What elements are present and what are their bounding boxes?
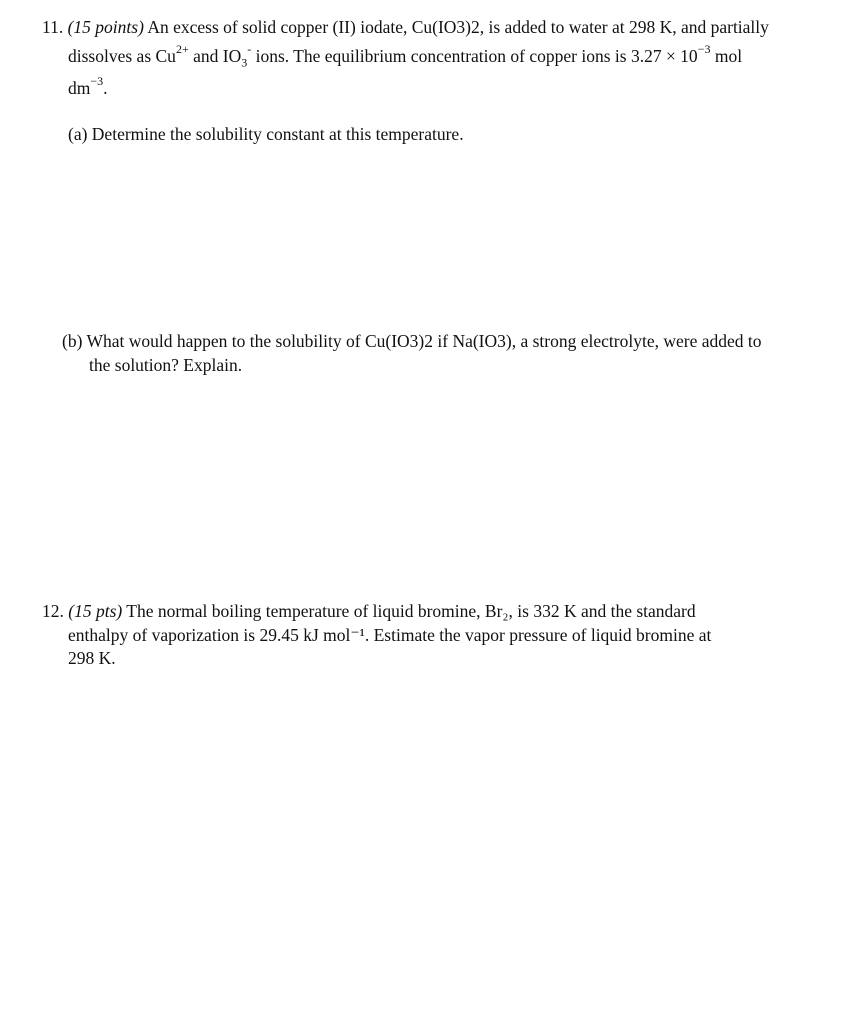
q11-points: (15 points) — [67, 17, 144, 37]
q11-sup-dm: −3 — [90, 74, 104, 89]
q11-sup-exponent: −3 — [697, 42, 711, 57]
q11-text-3a: dm — [68, 78, 91, 98]
q11-part-a — [68, 124, 464, 144]
q11-part-b-line-1 — [62, 331, 761, 351]
q12-line-3 — [68, 648, 116, 668]
q11-text-2b: and IO — [188, 46, 242, 66]
q11-line-1 — [42, 17, 769, 37]
q11-number: 11. — [42, 17, 64, 37]
q11-sup-charge-cu: 2+ — [175, 42, 189, 57]
q11-part-b-line-2 — [89, 355, 242, 375]
q12-number: 12. — [42, 601, 64, 621]
q11-text-2c: ions. The equilibrium concentration of copper ions is 3.27 × 10 — [251, 46, 698, 66]
q11-line-3 — [68, 74, 108, 98]
q11-text-2d: mol — [710, 46, 743, 66]
q11-part-b-text-2: the solution? Explain. — [89, 355, 243, 375]
q12-points: (15 pts) — [68, 601, 123, 621]
q11-text-3b: . — [103, 78, 108, 98]
q12-text-2: enthalpy of vaporization is 29.45 kJ mol⁻¹. Estimate the vapor pressure of liquid bromine at — [68, 625, 712, 645]
q11-line-2 — [68, 42, 743, 70]
q11-part-b-text-1: (b) What would happen to the solubility of Cu(IO3)2 if Na(IO3), a strong electrolyte, were added to — [62, 331, 762, 351]
q12-text-1: The normal boiling temperature of liquid bromine, Br₂, is 332 K and the standard — [126, 601, 696, 621]
q11-text-2a: dissolves as Cu — [68, 46, 176, 66]
q11-part-a-text: (a) Determine the solubility constant at this temperature. — [68, 124, 464, 144]
q12-text-3: 298 K. — [68, 648, 116, 668]
q11-text-1: An excess of solid copper (II) iodate, Cu(IO3)2, is added to water at 298 K, and partially — [147, 17, 769, 37]
q12-line-2 — [68, 625, 711, 645]
q11-sub-3: 3 — [241, 55, 248, 70]
q12-line-1 — [42, 601, 696, 621]
q11-sup-charge-io3: - — [247, 42, 252, 57]
